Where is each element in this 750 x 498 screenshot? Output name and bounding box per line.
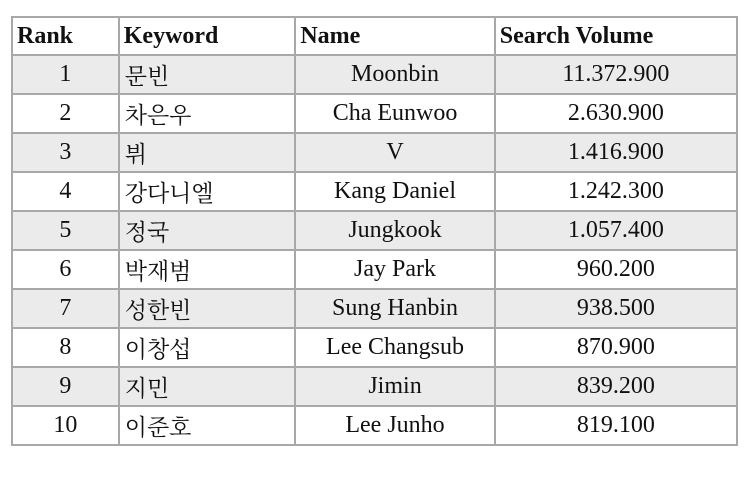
rank-cell: 6 [12,250,119,289]
table-row [12,289,737,328]
table-row [12,367,737,406]
rank-cell: 3 [12,133,119,172]
volume-cell: 938.500 [495,289,737,328]
keyword-cell: 지민 [119,367,296,406]
volume-cell: 1.057.400 [495,211,737,250]
rank-cell: 8 [12,328,119,367]
keyword-cell: 이준호 [119,406,296,445]
name-cell: Moonbin [295,55,494,94]
name-cell: Jimin [295,367,494,406]
table-row [12,172,737,211]
name-cell: Jay Park [295,250,494,289]
table-row [12,133,737,172]
name-cell: Cha Eunwoo [295,94,494,133]
name-cell: Sung Hanbin [295,289,494,328]
volume-cell: 1.416.900 [495,133,737,172]
keyword-cell: 문빈 [119,55,296,94]
keyword-cell: 정국 [119,211,296,250]
table-row [12,250,737,289]
rank-cell: 5 [12,211,119,250]
keyword-cell: 박재범 [119,250,296,289]
name-cell: Jungkook [295,211,494,250]
volume-cell: 1.242.300 [495,172,737,211]
volume-cell: 870.900 [495,328,737,367]
column-header-name: Name [295,17,494,55]
name-cell: Kang Daniel [295,172,494,211]
volume-cell: 819.100 [495,406,737,445]
rank-cell: 4 [12,172,119,211]
volume-cell: 2.630.900 [495,94,737,133]
table-row [12,328,737,367]
name-cell: Lee Changsub [295,328,494,367]
table-row [12,406,737,445]
name-cell: V [295,133,494,172]
keyword-cell: 뷔 [119,133,296,172]
table-row [12,94,737,133]
ranking-table [11,16,738,446]
volume-cell: 960.200 [495,250,737,289]
keyword-cell: 강다니엘 [119,172,296,211]
table-row [12,55,737,94]
rank-cell: 2 [12,94,119,133]
name-cell: Lee Junho [295,406,494,445]
keyword-cell: 이창섭 [119,328,296,367]
volume-cell: 11.372.900 [495,55,737,94]
column-header-rank: Rank [12,17,119,55]
keyword-cell: 성한빈 [119,289,296,328]
volume-cell: 839.200 [495,367,737,406]
column-header-search-volume: Search Volume [495,17,737,55]
column-header-keyword: Keyword [119,17,296,55]
rank-cell: 10 [12,406,119,445]
table-header-row [12,17,737,55]
rank-cell: 7 [12,289,119,328]
rank-cell: 1 [12,55,119,94]
table-row [12,211,737,250]
keyword-cell: 차은우 [119,94,296,133]
rank-cell: 9 [12,367,119,406]
